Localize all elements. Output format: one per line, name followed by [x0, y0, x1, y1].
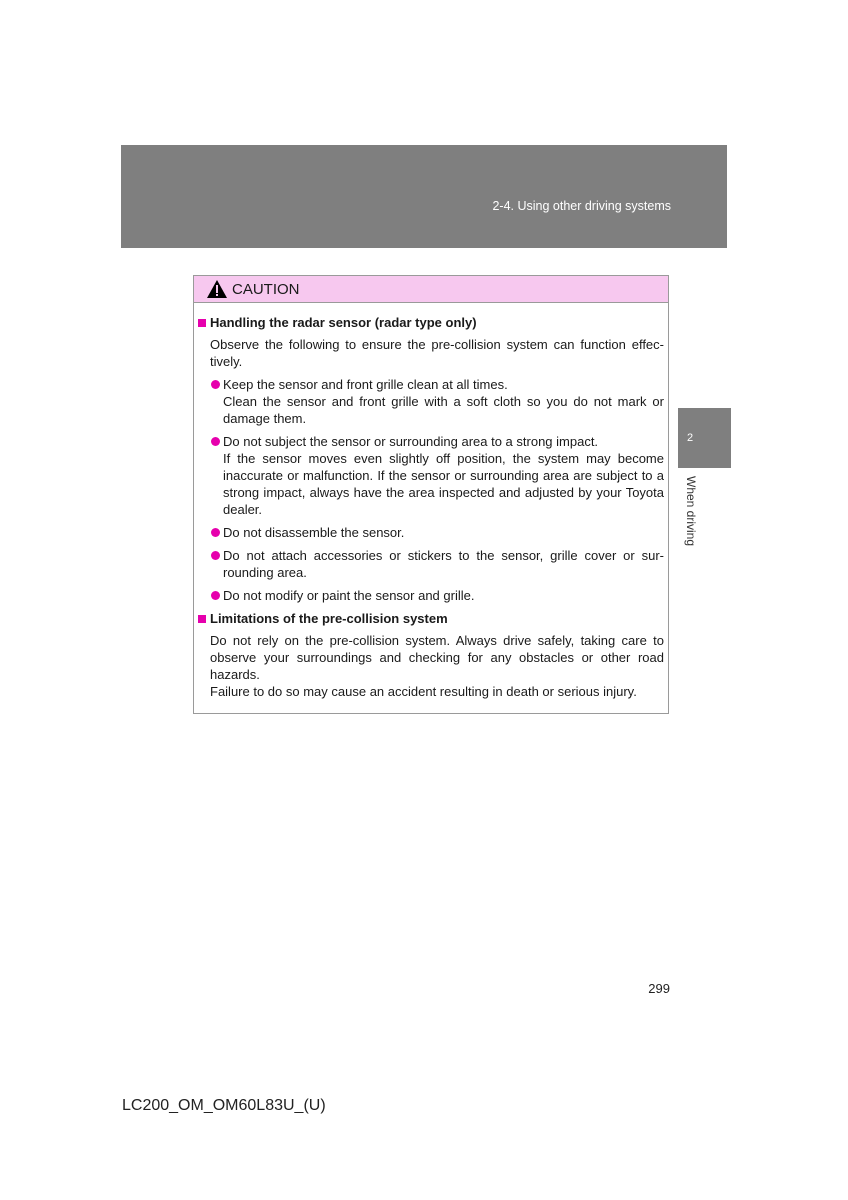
item-main: Do not subject the sensor or surrounding area to a strong impact.	[223, 434, 599, 449]
square-bullet-icon	[198, 615, 206, 623]
round-bullet-icon	[211, 591, 220, 600]
item-main: Do not modify or paint the sensor and grille.	[223, 588, 475, 603]
list-item	[211, 524, 664, 541]
caution-box	[193, 275, 669, 714]
warning-triangle-icon	[206, 279, 228, 299]
section-heading	[198, 610, 664, 627]
item-main: Do not attach accessories or stickers to the sensor, grille cover or sur-rounding area.	[223, 548, 664, 580]
square-bullet-icon	[198, 319, 206, 327]
section-heading-text: Handling the radar sensor (radar type only)	[210, 315, 477, 330]
caution-title: CAUTION	[232, 280, 300, 298]
caution-header	[194, 276, 668, 303]
header-band	[121, 145, 727, 248]
item-main: Keep the sensor and front grille clean at all times.	[223, 377, 508, 392]
round-bullet-icon	[211, 528, 220, 537]
section-paragraph: Do not rely on the pre-collision system. Always drive safely, taking care to observe your surroundings and checking for any obstacles or other road hazards.	[210, 633, 664, 682]
chapter-number: 2	[687, 432, 694, 444]
caution-body	[194, 303, 668, 700]
round-bullet-icon	[211, 437, 220, 446]
list-item	[211, 547, 664, 581]
list-item	[211, 433, 664, 518]
list-item	[211, 376, 664, 427]
item-detail: Clean the sensor and front grille with a soft cloth so you do not mark or damage them.	[223, 394, 664, 426]
round-bullet-icon	[211, 551, 220, 560]
round-bullet-icon	[211, 380, 220, 389]
section-paragraph: Failure to do so may cause an accident resulting in death or serious injury.	[210, 684, 637, 699]
item-main: Do not disassemble the sensor.	[223, 525, 405, 540]
section-intro: Observe the following to ensure the pre-collision system can function effec-tively.	[210, 337, 664, 369]
chapter-label: When driving	[684, 476, 698, 547]
page-number: 299	[648, 981, 670, 996]
document-code: LC200_OM_OM60L83U_(U)	[122, 1097, 326, 1114]
section-heading-text: Limitations of the pre-collision system	[210, 611, 448, 626]
item-detail: If the sensor moves even slightly off position, the system may become inaccurate or malfunction. If the sensor or surrounding area are subject to a strong impact, always have the area inspected and adjusted by your Toyota dealer.	[223, 451, 664, 517]
section-heading	[198, 314, 664, 331]
section-title: 2-4. Using other driving systems	[492, 199, 671, 213]
chapter-tab	[678, 408, 731, 468]
list-item	[211, 587, 664, 604]
